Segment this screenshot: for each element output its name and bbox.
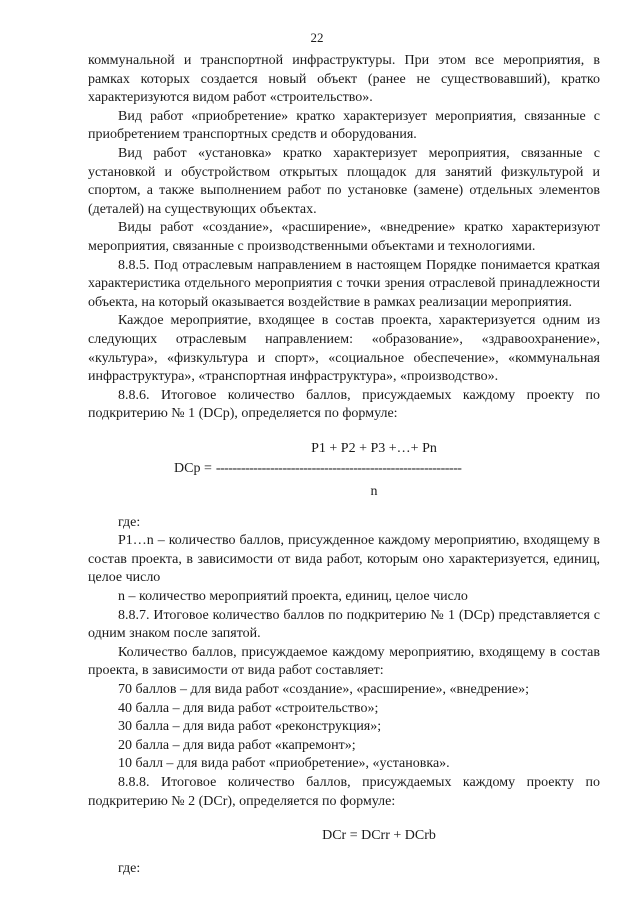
list-item: 20 балла – для вида работ «капремонт»; [118, 737, 356, 753]
paragraph: Виды работ «создание», «расширение», «внедрение» кратко характеризуют мероприятия, связанные с производственными объектами и технологиями. [88, 220, 600, 254]
paragraph: Количество баллов, присуждаемое каждому мероприятию, входящему в состав проекта, в зависимости от вида работ составляет: [88, 644, 600, 679]
document-body [88, 52, 600, 878]
list-item: 10 балл – для вида работ «приобретение», «установка». [118, 756, 450, 772]
paragraph: 8.8.8. Итоговое количество баллов, присуждаемых каждому проекту по подкритерию № 2 (DCr), определяется по формуле: [88, 774, 600, 809]
where-label: где: [118, 860, 141, 876]
formula-lhs: DCp = [174, 461, 212, 477]
list-item: 70 баллов – для вида работ «создание», «расширение», «внедрение»; [118, 682, 529, 697]
paragraph: Вид работ «установка» кратко характеризует мероприятия, связанные с установкой и обустройством открытых площадок для занятий физкультурой и спортом, а также выполнением работ по установке (замене) отдельных элементов (деталей) на существующих объектах. [88, 145, 600, 217]
paragraph: Каждое мероприятие, входящее в состав проекта, характеризуется одним из следующих отраслевым направлением: «образование», «здравоохранение», «культура», «физкультура и спорт», «социальное обеспечение», «коммунальная инфраструктура», «транспортная инфраструктура», «производство». [88, 313, 600, 385]
formula-numerator: P1 + P2 + P3 +…+ Pn [311, 440, 437, 456]
formula-dcp [88, 440, 600, 502]
paragraph: коммунальной и транспортной инфраструктуры. При этом все мероприятия, в рамках которых создается новый объект (ранее не существовавший), кратко характеризуются видом работ «строительство». [88, 53, 600, 106]
paragraph: 8.8.7. Итоговое количество баллов по подкритерию № 1 (DCp) представляется с одним знаком после запятой. [88, 607, 600, 642]
paragraph: 8.8.5. Под отраслевым направлением в настоящем Порядке понимается краткая характеристика отдельного мероприятия с точки зрения отраслевой принадлежности объекта, на который оказывается воздействие в рамках реализации мероприятия. [88, 257, 600, 310]
definition: n – количество мероприятий проекта, единиц, целое число [118, 589, 468, 605]
fraction-line: ----------------------------------------------------------- [215, 461, 462, 477]
paragraph: Вид работ «приобретение» кратко характеризует мероприятия, связанные с приобретением транспортных средств и оборудования. [88, 108, 600, 143]
formula-denominator: n [370, 484, 378, 500]
formula-dcr: DCr = DCrr + DCrb [322, 828, 436, 844]
list-item: 40 балла – для вида работ «строительство»; [118, 700, 379, 716]
where-label: где: [118, 514, 141, 530]
definition: P1…n – количество баллов, присужденное каждому мероприятию, входящему в состав проекта, в зависимости от вида работ, которым оно характеризуется, единиц, целое число [88, 533, 600, 586]
list-item: 30 балла – для вида работ «реконструкция»; [118, 719, 382, 735]
page-number: 22 [310, 30, 324, 45]
paragraph: 8.8.6. Итоговое количество баллов, присуждаемых каждому проекту по подкритерию № 1 (DCp), определяется по формуле: [88, 387, 600, 422]
